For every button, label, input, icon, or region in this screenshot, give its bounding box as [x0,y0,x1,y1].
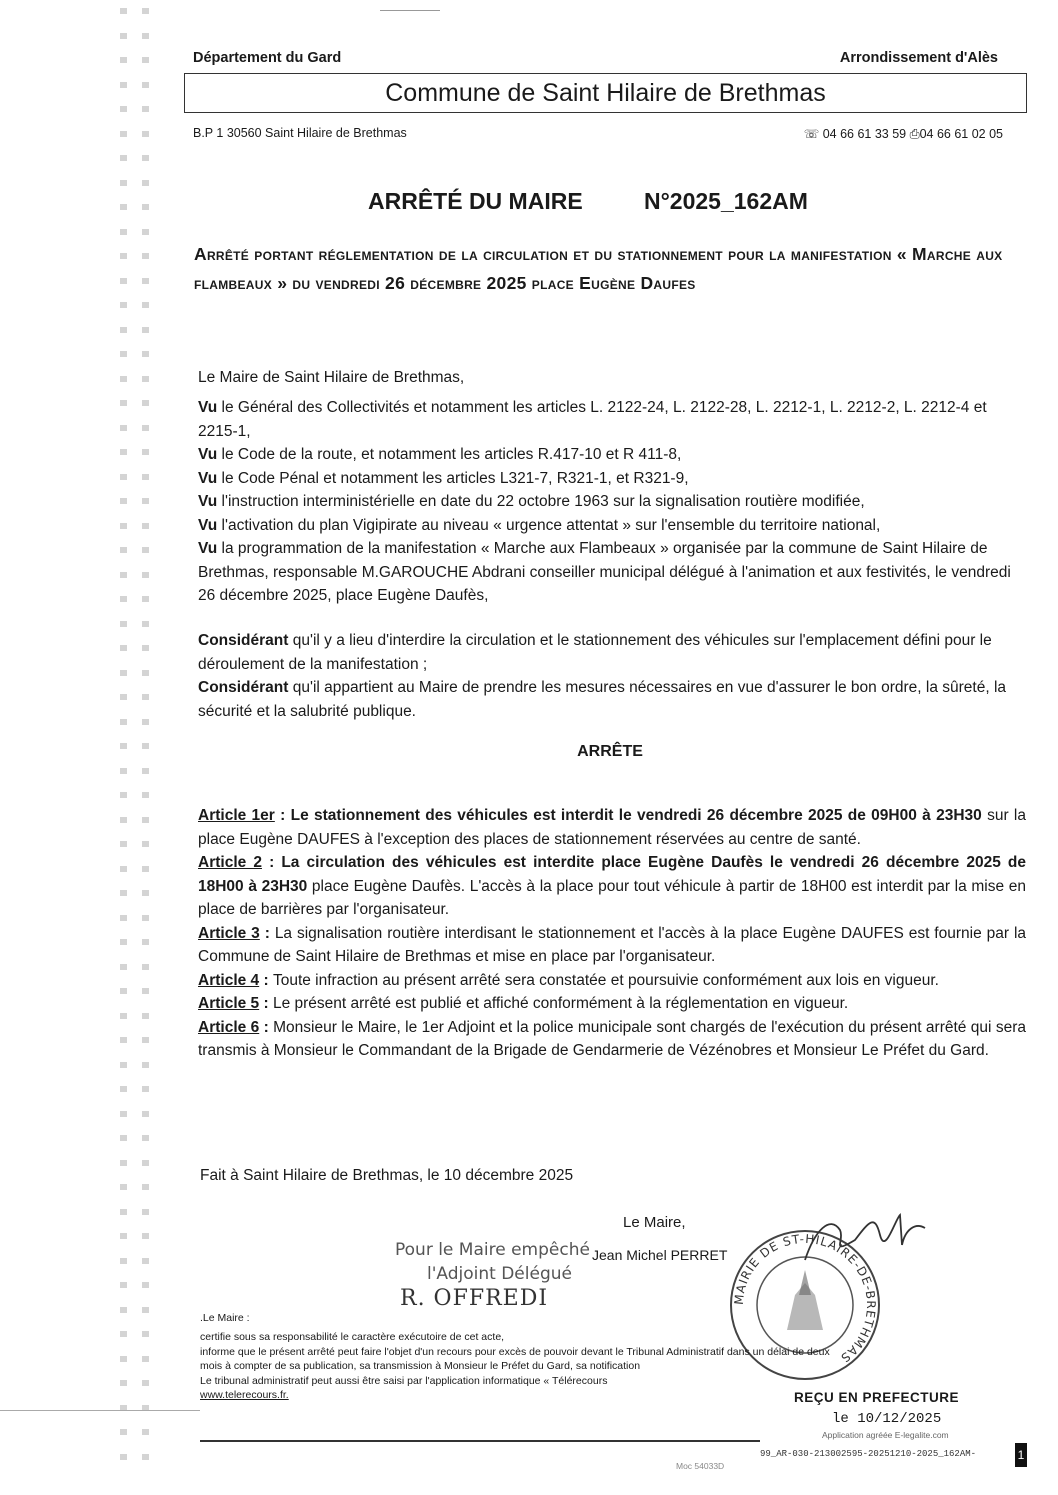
punch-dot [120,278,127,284]
punch-dot [120,1331,127,1337]
article [198,804,1026,851]
punch-dot [142,8,149,14]
article-label: Article 3 [198,924,260,942]
arrete-objet: Arrêté portant réglementation de la circulation et du stationnement pour la manifestation « Marche aux flambeaux » du vendredi 26 décembre 2025 place Eugène Daufes [194,244,1003,293]
punch-dot [120,621,127,627]
punch-dot [120,106,127,112]
punch-dot [142,988,149,994]
article [198,969,1026,993]
punch-dot [142,1429,149,1435]
visa-line [198,467,1026,491]
mayor-name: Jean Michel PERRET [592,1247,728,1263]
article-separator: : [274,807,291,824]
punch-dot [142,964,149,970]
punch-dot [142,33,149,39]
punch-dot [142,106,149,112]
punch-dot [120,131,127,137]
punch-dot [142,596,149,602]
punch-dot [120,1086,127,1092]
punch-dot [120,400,127,406]
delegation-stamp [395,1238,590,1286]
punch-dot [142,180,149,186]
punch-dot [120,1062,127,1068]
punch-dot [120,694,127,700]
punch-dot [142,1062,149,1068]
considerant-line [198,676,1026,723]
departement-label: Département du Gard [193,50,342,66]
punch-dot [142,694,149,700]
punch-dot [120,376,127,382]
page-tab: 1 [1015,1443,1027,1467]
punch-dot [142,204,149,210]
punch-dot [142,547,149,553]
punch-dot [142,449,149,455]
punch-dot [120,449,127,455]
punch-dot [142,376,149,382]
punch-dot [142,1037,149,1043]
article-text: Monsieur le Maire, le 1er Adjoint et la police municipale sont chargés de l'exécution du présent arrêté qui sera transmis à Monsieur le Commandant de la Brigade de Gendarmerie de Vézénobres et Monsieur Le Préfet du Gard. [198,1018,1026,1059]
article-separator: : [259,1018,274,1036]
punch-dot [120,1209,127,1215]
punch-dot [120,253,127,259]
commune-title: Commune de Saint Hilaire de Brethmas [184,73,1027,113]
punch-dot [120,1454,127,1460]
punch-dot [120,890,127,896]
considerant-line-text: qu'il appartient au Maire de prendre les mesures nécessaires en vue d'assurer le bon ordre, la sûreté, la sécurité et la salubrité publique. [198,679,1007,720]
punch-dot [142,890,149,896]
punch-dot [120,1233,127,1239]
punch-dot [120,33,127,39]
punch-dot [120,1135,127,1141]
punch-dot [120,817,127,823]
punch-dot [142,866,149,872]
punch-dot [142,1258,149,1264]
article [198,1016,1026,1063]
punch-dot [142,1233,149,1239]
punch-dot [142,719,149,725]
punch-dot [120,915,127,921]
punch-dot [120,1307,127,1313]
visa-line-text: le Général des Collectivités et notamment les articles L. 2122-24, L. 2122-28, L. 2212-1, L. 2212-2, L. 2212-4 et 2215-1, [198,399,987,440]
article-bold-text: Le stationnement des véhicules est interdit le vendredi 26 décembre 2025 de 09H00 à 23H30 [290,807,982,824]
article-label: Article 2 [198,854,262,871]
punch-dot [120,866,127,872]
arrete-number: N°2025_162AM [644,188,808,214]
punch-dot [142,302,149,308]
receipt-title: REÇU EN PREFECTURE [794,1390,960,1405]
punch-dot [142,915,149,921]
punch-dot [142,82,149,88]
punch-dot [120,596,127,602]
articles-block [198,804,1026,1063]
scan-mark [380,10,440,11]
punch-dot [120,523,127,529]
signature-icon [800,1210,930,1270]
punch-dot [120,474,127,480]
article-text: place Eugène Daufès. L'accès à la place pour tout véhicule à partir de 18H00 est interdit par la mise en place de barrières par l'organisateur. [198,877,1026,918]
punch-dot [120,1013,127,1019]
punch-dot [142,1331,149,1337]
punch-dot [142,1356,149,1362]
stamp-line-1: Pour le Maire empêché [395,1240,590,1260]
punch-dot [142,1454,149,1460]
punch-dot [120,988,127,994]
arrete-title: ARRÊTÉ DU MAIRE [368,188,583,214]
article-text: La signalisation routière interdisant le stationnement et l'accès à la place Eugène DAUFES est fournie par la Commune de Saint Hilaire de Brethmas et mise en place par l'organisateur. [198,924,1027,965]
intro-line: Le Maire de Saint Hilaire de Brethmas, [198,369,465,386]
article-text: sur la place Eugène DAUFES à l'exception des places de stationnement réservées au centre de santé. [198,807,1026,848]
visa-line [198,396,1026,443]
punch-dot [142,1135,149,1141]
visa-line [198,443,1026,467]
punch-dot [142,1380,149,1386]
punch-dot [142,1111,149,1117]
punch-dot [142,841,149,847]
visa-line-keyword: Vu [198,446,218,463]
note-line: certifie sous sa responsabilité le caractère exécutoire de cet acte, [200,1331,505,1343]
punch-dot [120,1380,127,1386]
visa-line [198,537,1026,608]
scan-rule [0,1410,200,1411]
punch-dot [120,1160,127,1166]
article [198,851,1026,922]
fait-line: Fait à Saint Hilaire de Brethmas, le 10 décembre 2025 [200,1167,574,1184]
punch-dot [120,1037,127,1043]
receipt-date: le 10/12/2025 [832,1411,942,1427]
note-line[interactable]: www.telerecours.fr. [200,1389,289,1401]
punch-dot [120,351,127,357]
punch-dot [120,768,127,774]
considerant-line [198,629,1026,676]
punch-dot [120,1429,127,1435]
punch-dot [120,1282,127,1288]
article-label: Article 4 [198,971,260,989]
punch-dot [142,939,149,945]
article-separator: : [261,854,282,871]
punch-dot [142,253,149,259]
punch-dot [120,229,127,235]
stamp-line-2: l'Adjoint Délégué [427,1264,572,1284]
visa-line-text: le Code de la route, et notamment les articles R.417-10 et R 411-8, [217,446,682,463]
punch-dot [142,400,149,406]
article-label: Article 6 [198,1018,260,1036]
punch-dot [120,327,127,333]
receipt-reference: 99_AR-030-213002595-20251210-2025_162AM- [760,1449,977,1459]
punch-dot [120,964,127,970]
punch-dot [142,474,149,480]
punch-dot [142,498,149,504]
punch-dot [120,180,127,186]
note-line: informe que le présent arrêté peut faire l'objet d'un recours pour excès de pouvoir devant le Tribunal Administratif dans un délai de deux [200,1345,830,1358]
punch-dot [120,1111,127,1117]
handwritten-name: R. OFFREDI [400,1286,549,1311]
punch-dot [142,645,149,651]
postal-address: B.P 1 30560 Saint Hilaire de Brethmas [193,126,407,140]
punch-dot [142,768,149,774]
considerant-line-keyword: Considérant [198,679,289,696]
punch-dot [120,498,127,504]
article-separator: : [259,995,273,1012]
considerants-block [198,629,1026,723]
punch-dot [142,792,149,798]
article-text: Le présent arrêté est publié et affiché conformément à la réglementation en vigueur. [272,995,849,1012]
punch-dot [142,621,149,627]
punch-dot [142,523,149,529]
seal-text: MAIRIE DE ST-HILAIRE-DE-BRETHMAS [731,1231,879,1366]
punch-dot [142,670,149,676]
visa-line [198,514,1026,538]
punch-dot [142,425,149,431]
article-separator: : [259,924,275,942]
punch-dot [120,302,127,308]
visa-line-keyword: Vu [198,493,218,510]
punch-dot [142,1086,149,1092]
visa-line-keyword: Vu [198,399,218,416]
arrete-heading: ARRÊTE [577,743,643,760]
punch-dot [142,57,149,63]
visa-line-keyword: Vu [198,469,218,487]
punch-dot [142,131,149,137]
punch-dot [120,1356,127,1362]
notes-heading: .Le Maire : [200,1312,250,1324]
punch-dot [120,155,127,161]
receipt-app: Application agréée E-legalite.com [822,1430,949,1440]
punch-dot [142,1282,149,1288]
footer-rule [200,1440,760,1442]
punch-dot [120,792,127,798]
considerant-line-keyword: Considérant [198,632,289,649]
punch-dot [142,817,149,823]
punch-dot [142,1013,149,1019]
note-line: mois à compter de sa publication, sa transmission à Monsieur le Préfet du Gard, sa notification [200,1360,641,1372]
punch-dot [142,1307,149,1313]
punch-dot [120,645,127,651]
article-text: Toute infraction au présent arrêté sera constatée et poursuivie conformément aux lois en vigueur. [272,971,939,989]
signature-title: Le Maire, [623,1214,686,1231]
visa-line-text: la programmation de la manifestation « Marche aux Flambeaux » organisée par la commune de Saint Hilaire de Brethmas, responsable M.GAROUCHE Abdrani conseiller municipal délégué à l'animation et aux festivités, le vendredi 26 décembre 2025, place Eugène Daufès, [198,540,1011,604]
article-label: Article 5 [198,995,260,1012]
punch-dot [142,351,149,357]
punch-dot [142,1184,149,1190]
article [198,922,1026,969]
punch-dot [120,425,127,431]
punch-dot [120,841,127,847]
punch-dot [142,1160,149,1166]
punch-dot [120,547,127,553]
moc-code: Moc 54033D [676,1461,725,1471]
arrondissement-label: Arrondissement d'Alès [839,50,998,66]
article [198,992,1026,1016]
punch-dot [142,229,149,235]
visa-line-text: le Code Pénal et notamment les articles L321-7, R321-1, et R321-9, [217,469,689,487]
visa-line-text: l'instruction interministérielle en date du 22 octobre 1963 sur la signalisation routière modifiée, [217,493,865,510]
note-line: Le tribunal administratif peut aussi être saisi par l'application informatique « Télérecours [200,1374,608,1387]
visa-line [198,490,1026,514]
punch-dot [120,82,127,88]
punch-dot [142,327,149,333]
article-separator: : [259,971,273,989]
punch-dot [120,8,127,14]
punch-dot [120,1258,127,1264]
punch-dot [142,278,149,284]
visas-block [198,396,1026,608]
punch-dot [120,204,127,210]
punch-dot [120,719,127,725]
punch-dot [120,1184,127,1190]
considerant-line-text: qu'il y a lieu d'interdire la circulation et le stationnement des véhicules sur l'emplacement défini pour le déroulement de la manifestation ; [198,632,992,673]
punch-dot [120,939,127,945]
visa-line-keyword: Vu [198,540,218,557]
punch-dot [142,155,149,161]
punch-dot [120,57,127,63]
punch-dot [120,572,127,578]
visa-line-text: l'activation du plan Vigipirate au niveau « urgence attentat » sur l'ensemble du territoire national, [217,516,881,534]
punch-dot [142,572,149,578]
punch-dot [142,1209,149,1215]
article-label: Article 1er [198,807,275,824]
punch-dot [120,670,127,676]
article-bold-text: La circulation des véhicules est interdite place Eugène Daufès le vendredi 26 décembre 2025 de 18H00 à 23H30 [198,854,1026,895]
phone-fax: ☏ 04 66 61 33 59 ⎙04 66 61 02 05 [803,127,1003,141]
visa-line-keyword: Vu [198,516,218,534]
